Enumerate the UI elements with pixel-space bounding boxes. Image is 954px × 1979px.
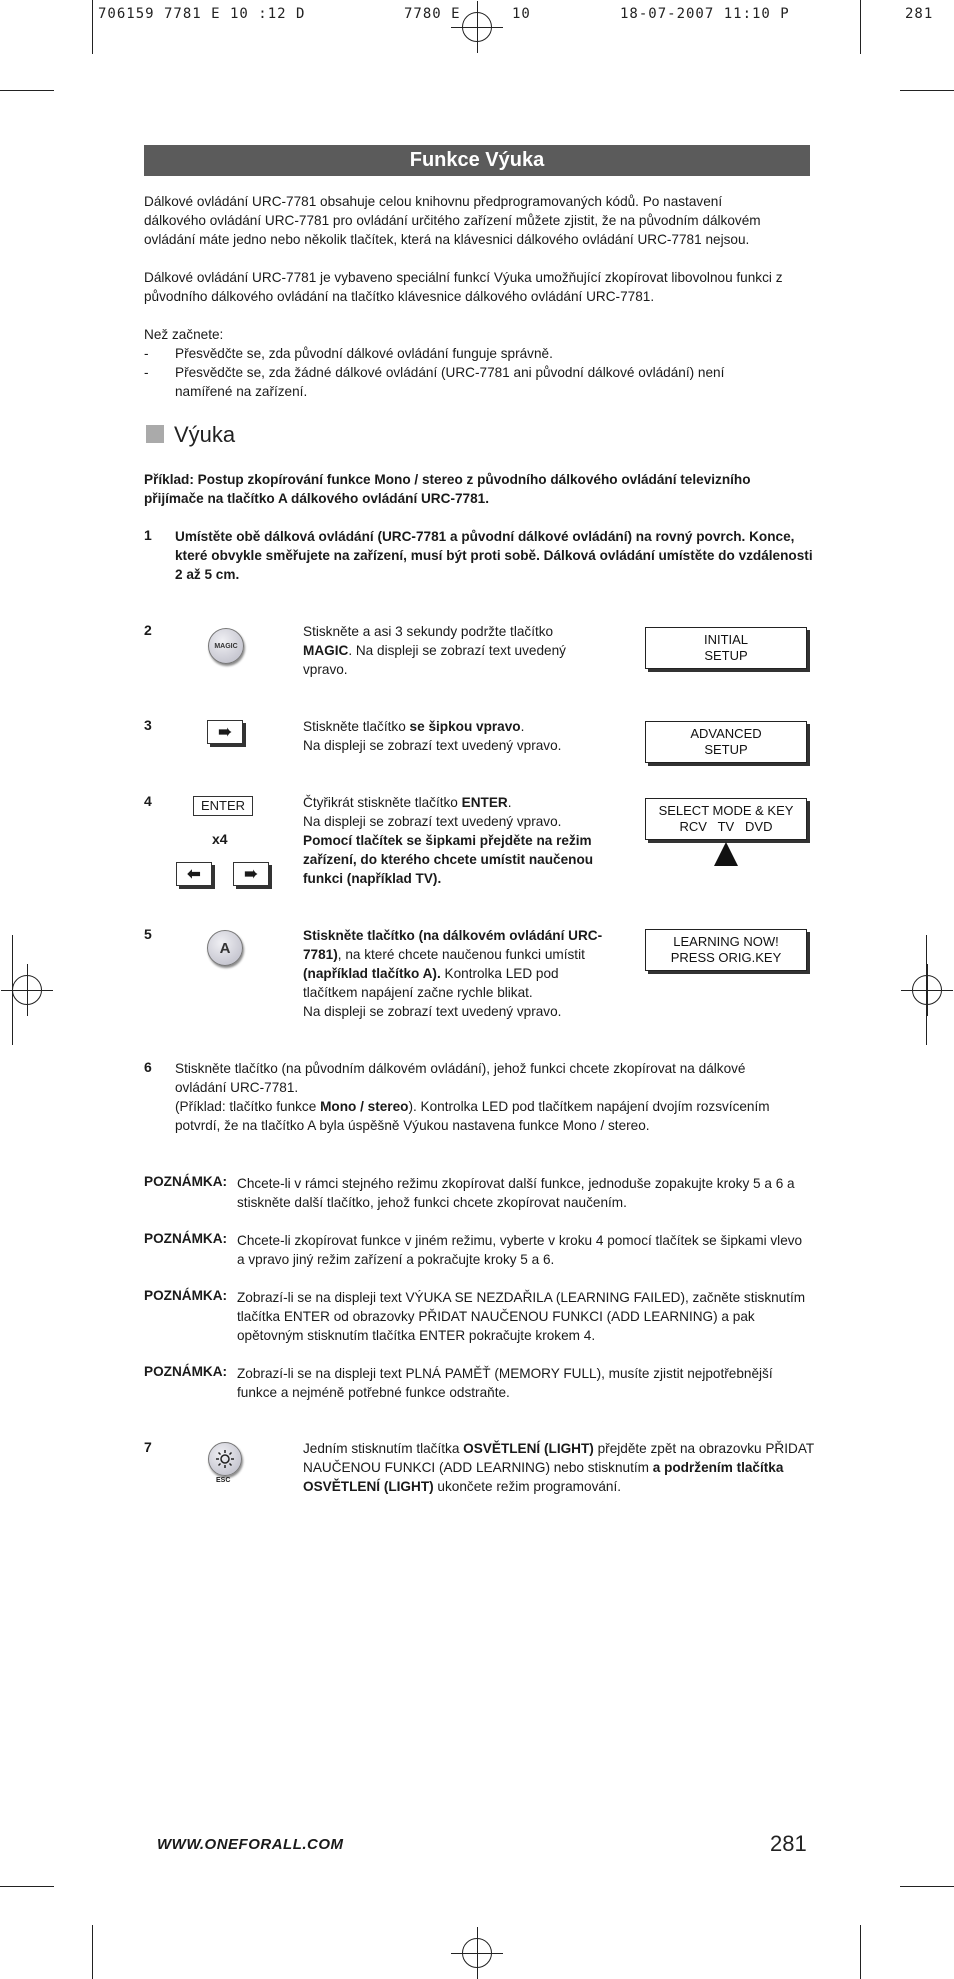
step-number: 2 — [144, 622, 152, 638]
pointer-triangle-icon — [712, 840, 740, 868]
lcd-display: ADVANCED SETUP — [645, 721, 807, 763]
note-text: Chcete-li zkopírovat funkce v jiném režimu, vyberte v kroku 4 pomocí tlačítek se šipkami vlevo a vpravo jiný režim zařízení a pokračujte kroky 5 a 6. — [237, 1233, 803, 1267]
crop-mark — [92, 0, 93, 54]
enter-key-icon: ENTER — [193, 796, 253, 816]
note-label: POZNÁMKA: — [144, 1288, 228, 1303]
crop-mark — [860, 0, 861, 54]
bullet-dash: - — [144, 346, 149, 361]
note-label: POZNÁMKA: — [144, 1231, 228, 1246]
note-label: POZNÁMKA: — [144, 1174, 228, 1189]
before-start-item: Přesvědčte se, zda žádné dálkové ovládání (URC-7781 ani původní dálkové ovládání) není namířené na zařízení. — [175, 365, 725, 399]
before-start-item: Přesvědčte se, zda původní dálkové ovládání funguje správně. — [175, 346, 553, 361]
magic-key-icon — [208, 628, 244, 664]
magic-key-label: MAGIC — [214, 642, 238, 650]
step-4-text: Čtyřikrát stiskněte tlačítko ENTER. Na displeji se zobrazí text uvedený vpravo. Pomocí tlačítek se šipkami přejděte na režim zařízení, do kterého chcete umístit naučenou funkci (například TV). — [303, 795, 594, 886]
lcd-display: INITIAL SETUP — [645, 627, 807, 669]
note-label: POZNÁMKA: — [144, 1364, 228, 1379]
note-text: Zobrazí-li se na displeji text PLNÁ PAMĚŤ (MEMORY FULL), musíte zjistit nejpotřebnější funkce a nejméně potřebné funkce odstraňte. — [237, 1366, 773, 1400]
step-number: 1 — [144, 527, 152, 543]
step-number: 3 — [144, 717, 152, 733]
step-1-text: Umístěte obě dálková ovládání (URC-7781 a původní dálkové ovládání) na rovný povrch. Konce, které obvykle směřujete na zařízení, musí být proti sobě. Dálková ovládání umístěte do vzdálenosti 2 až 5 cm. — [175, 529, 813, 582]
arrow-left-key-icon: ⬅ — [176, 862, 212, 886]
print-num: 10 — [512, 6, 531, 22]
lcd-display: SELECT MODE & KEY RCV TV DVD — [645, 798, 807, 840]
registration-mark-icon — [912, 975, 942, 1005]
crop-mark — [0, 1886, 54, 1887]
step-7-text: Jedním stisknutím tlačítka OSVĚTLENÍ (LIGHT) přejděte zpět na obrazovku PŘIDAT NAUČENOU FUNKCI (ADD LEARNING) nebo stisknutím a podržením tlačítka OSVĚTLENÍ (LIGHT) ukončete režim programování. — [303, 1441, 814, 1494]
note-text: Chcete-li v rámci stejného režimu zkopírovat další funkce, jednoduše zopakujte kroky 5 a 6 a stiskněte další tlačítko, jehož funkci chcete zkopírovat naučením. — [237, 1176, 795, 1210]
step-number: 4 — [144, 793, 152, 809]
print-job-id: 706159 7781 E 10 :12 D — [98, 6, 306, 22]
registration-mark-icon — [462, 1938, 492, 1968]
esc-label: ESC — [216, 1477, 231, 1484]
lcd-display: LEARNING NOW! PRESS ORIG.KEY — [645, 929, 807, 971]
arrow-right-key-icon: ➠ — [207, 720, 243, 744]
bullet-dash: - — [144, 365, 149, 380]
step-6-text: Stiskněte tlačítko (na původním dálkovém ovládání), jehož funkci chcete zkopírovat na dálkové ovládání URC-7781. (Příklad: tlačítko funkce Mono / stereo). Kontrolka LED pod tlačítkem napájení dvojím rozsvícením potvrdí, že na tlačítko A byla úspěšně Výukou nastavena funkce Mono / stereo. — [175, 1061, 770, 1133]
page-number: 281 — [770, 1831, 807, 1856]
step-2-text: Stiskněte a asi 3 sekundy podržte tlačítko MAGIC. Na displeji se zobrazí text uvedený vpravo. — [303, 624, 566, 677]
crop-mark — [92, 1925, 93, 1979]
page-title: Funkce Výuka — [144, 145, 810, 176]
step-number: 5 — [144, 926, 152, 942]
section-heading: Výuka — [174, 422, 236, 447]
intro-paragraph: Dálkové ovládání URC-7781 je vybaveno speciální funkcí Výuka umožňující zkopírovat libovolnou funkci z původního dálkového ovládání na tlačítko klávesnice dálkového ovládání URC-7781. — [144, 270, 783, 304]
print-datetime: 18-07-2007 11:10 P — [620, 6, 790, 22]
registration-mark-icon — [462, 12, 492, 42]
press-count: x4 — [212, 831, 228, 847]
arrow-right-key-icon: ➠ — [233, 862, 269, 886]
registration-mark-icon — [12, 975, 42, 1005]
crop-mark — [900, 90, 954, 91]
step-number: 7 — [144, 1439, 152, 1455]
sun-icon — [215, 1449, 235, 1469]
print-ref: 7780 E — [404, 6, 461, 22]
step-5-text: Stiskněte tlačítko (na dálkovém ovládání URC-7781), na které chcete naučenou funkci umístit (například tlačítko A). Kontrolka LED pod tlačítkem napájení začne rychle blikat. Na displeji se zobrazí text uvedený vpravo. — [303, 928, 603, 1019]
step-number: 6 — [144, 1059, 152, 1075]
section-square-icon — [146, 425, 164, 443]
print-page: 281 — [905, 6, 934, 22]
crop-mark — [900, 1886, 954, 1887]
footer-url[interactable]: WWW.ONEFORALL.COM — [157, 1836, 344, 1853]
light-key-icon — [208, 1442, 242, 1476]
intro-paragraph: Dálkové ovládání URC-7781 obsahuje celou knihovnu předprogramovaných kódů. Po nastavení dálkového ovládání URC-7781 pro ovládání určitého zařízení můžete zjistit, že na původním dálkovém ovládání máte jedno nebo několik tlačítek, která na klávesnici dálkového ovládání URC-7781 nejsou. — [144, 194, 761, 247]
step-3-text: Stiskněte tlačítko se šipkou vpravo. Na displeji se zobrazí text uvedený vpravo. — [303, 719, 562, 753]
a-key-icon: A — [207, 930, 243, 966]
before-start-heading: Než začnete: — [144, 327, 224, 342]
crop-mark — [860, 1925, 861, 1979]
note-text: Zobrazí-li se na displeji text VÝUKA SE NEZDAŘILA (LEARNING FAILED), začněte stisknutím tlačítka ENTER od obrazovky PŘIDAT NAUČENOU FUNKCI (ADD LEARNING) a pak opětovným stisknutím tlačítka ENTER pokračujte krokem 4. — [237, 1290, 806, 1343]
example-text: Příklad: Postup zkopírování funkce Mono / stereo z původního dálkového ovládání televizního přijímače na tlačítko A dálkového ovládání URC-7781. — [144, 472, 751, 506]
crop-mark — [0, 90, 54, 91]
